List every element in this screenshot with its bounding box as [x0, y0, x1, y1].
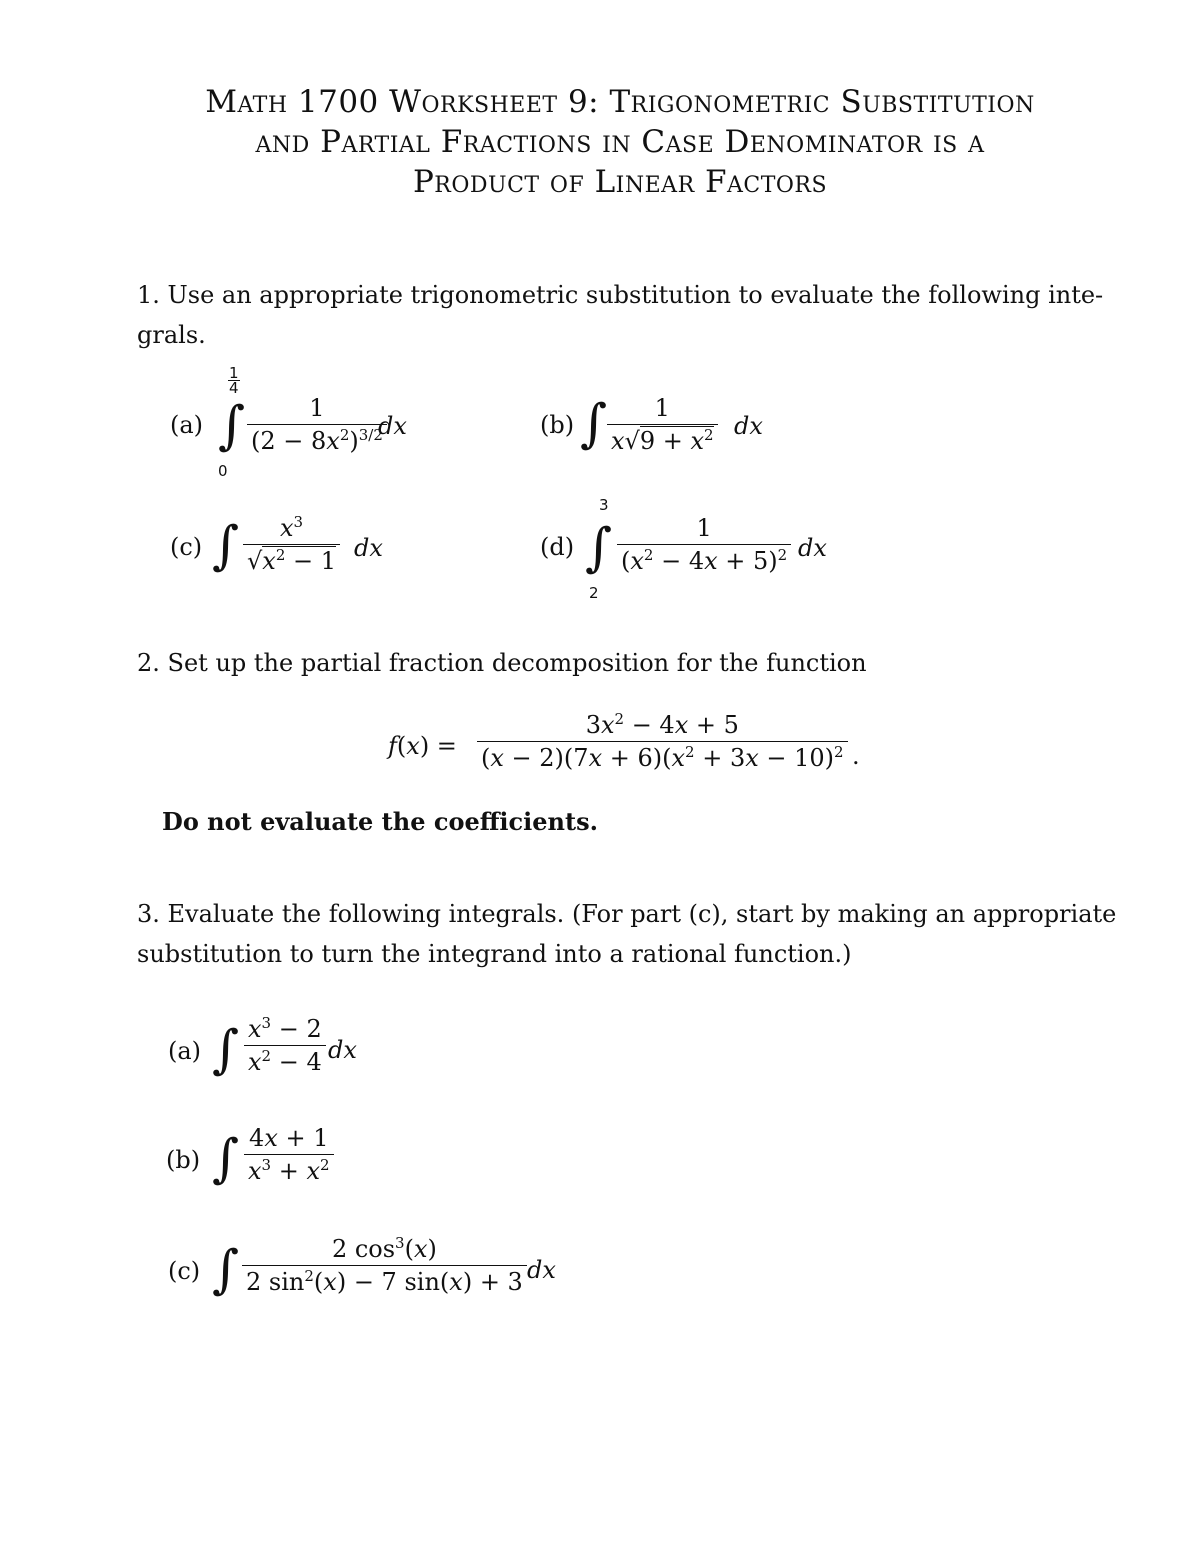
q1d-label: (d)	[540, 533, 575, 561]
question-1-line-1: 1. Use an appropriate trigonometric substitution to evaluate the following inte-	[137, 281, 1104, 309]
title-line-2: and Partial Fractions in Case Denominator is a	[255, 124, 985, 160]
q1a-numerator: 1	[309, 394, 325, 422]
q3a-integral-sign: ∫	[212, 1020, 240, 1080]
q1b-label: (b)	[540, 411, 575, 439]
q1c-denominator: $√x^2 - 1$	[243, 544, 340, 574]
q1c-fraction	[243, 515, 340, 574]
worksheet-title	[60, 82, 1180, 202]
q1d-dx: dx	[798, 534, 827, 562]
q1b-denominator: $x√9 + x^2$	[607, 424, 718, 454]
title-line-1: Math 1700 Worksheet 9: Trigonometric Substitution	[205, 84, 1035, 120]
q3a-denominator: $x^2 - 4$	[244, 1045, 326, 1075]
q3b-denominator: $x^3 + x^2$	[244, 1154, 334, 1184]
q1b-dx: dx	[734, 412, 763, 440]
question-3-text	[137, 894, 1117, 974]
q3b-fraction	[244, 1125, 334, 1184]
q3c-dx: dx	[527, 1256, 556, 1284]
q1d-upper-limit: 3	[599, 496, 609, 514]
question-2-text: 2. Set up the partial fraction decomposition for the function	[137, 649, 867, 677]
q1a-upper-limit: 1 4	[229, 364, 239, 397]
q1d-lower-limit: 2	[589, 584, 599, 602]
question-1-line-2: grals.	[137, 321, 206, 349]
q3a-label: (a)	[168, 1037, 202, 1065]
q3c-numerator: 2 $\cos^3(x)$	[331, 1234, 437, 1263]
q2-note: Do not evaluate the coefficients.	[162, 807, 598, 836]
title-line-3: Product of Linear Factors	[412, 164, 828, 200]
q3a-numerator: $x^3 - 2$	[248, 1014, 322, 1043]
question-3-line-2: substitution to turn the integrand into a rational function.)	[137, 940, 852, 968]
q1a-fraction	[247, 395, 387, 454]
q1c-numerator: $x^3$	[279, 513, 304, 542]
q1a-dx: dx	[378, 412, 407, 440]
q3a-fraction	[244, 1016, 326, 1075]
q1a-lower-limit: 0	[218, 462, 228, 480]
q3b-numerator: 4x + 1	[249, 1124, 329, 1152]
q3c-denominator: 2 $\sin^2(x) - 7$ sin(x) + 3	[242, 1265, 527, 1295]
q1b-fraction	[607, 395, 718, 454]
q1d-denominator: $(x^2 - 4x + 5)^2$	[617, 544, 791, 574]
q3a-dx: dx	[328, 1036, 357, 1064]
q1b-numerator: 1	[654, 394, 670, 422]
q2-period: .	[852, 742, 860, 770]
q2-numerator: $3x^2 - 4x + 5$	[585, 710, 739, 739]
q2-denominator: $(x - 2)(7x + 6)(x^2 + 3x - 10)^2$	[477, 741, 848, 771]
q3c-label: (c)	[168, 1257, 201, 1285]
q3b-label: (b)	[166, 1146, 201, 1174]
q3c-fraction	[242, 1236, 527, 1295]
q1a-integral-sign: ∫	[218, 396, 246, 456]
q1c-dx: dx	[354, 534, 383, 562]
q1d-numerator: 1	[696, 514, 712, 542]
q1b-integral-sign: ∫	[580, 394, 608, 454]
q3b-integral-sign: ∫	[212, 1129, 240, 1189]
q1d-fraction	[617, 515, 791, 574]
q2-fraction	[477, 712, 848, 771]
q3c-integral-sign: ∫	[212, 1240, 240, 1300]
q1d-integral-sign: ∫	[585, 518, 613, 578]
q1c-integral-sign: ∫	[212, 516, 240, 576]
question-1-text	[137, 275, 1117, 355]
q1a-label: (a)	[170, 411, 204, 439]
question-3-line-1: 3. Evaluate the following integrals. (For part (c), start by making an appropriate	[137, 900, 1117, 928]
q1a-denominator: $(2 - 8x^2)^{3/2}$	[247, 424, 387, 454]
q1c-label: (c)	[170, 533, 203, 561]
q2-lhs: f(x) =	[388, 732, 457, 760]
